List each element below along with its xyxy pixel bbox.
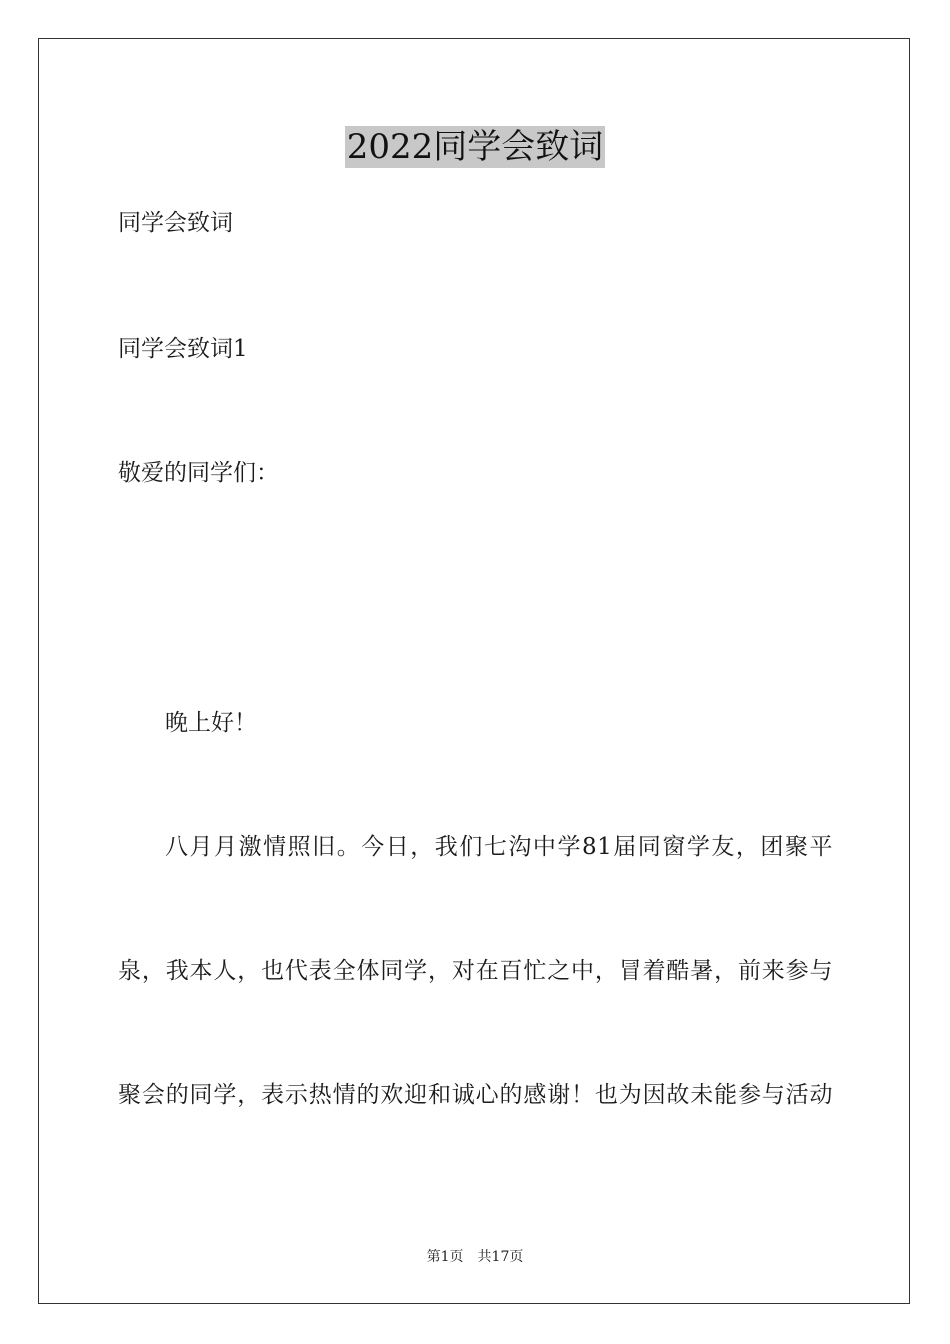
title-container [0,126,950,168]
section-heading: 同学会致词1 [118,336,248,362]
total-pages: 共17页 [477,1249,524,1265]
page-footer [0,1246,950,1266]
body-paragraph-line-2: 泉，我本人，也代表全体同学，对在百忙之中，冒着酷暑，前来参与 [118,958,833,984]
subtitle-line: 同学会致词 [118,210,233,236]
salutation: 敬爱的同学们： [118,460,279,486]
document-title: 2022同学会致词 [346,127,604,167]
body-paragraph-line-3: 聚会的同学，表示热情的欢迎和诚心的感谢！也为因故未能参与活动 [118,1082,833,1108]
greeting: 晚上好！ [165,710,257,736]
body-paragraph-line-1: 八月月激情照旧。今日，我们七沟中学81届同窗学友，团聚平 [165,834,833,860]
page-number: 第1页 [426,1249,464,1265]
